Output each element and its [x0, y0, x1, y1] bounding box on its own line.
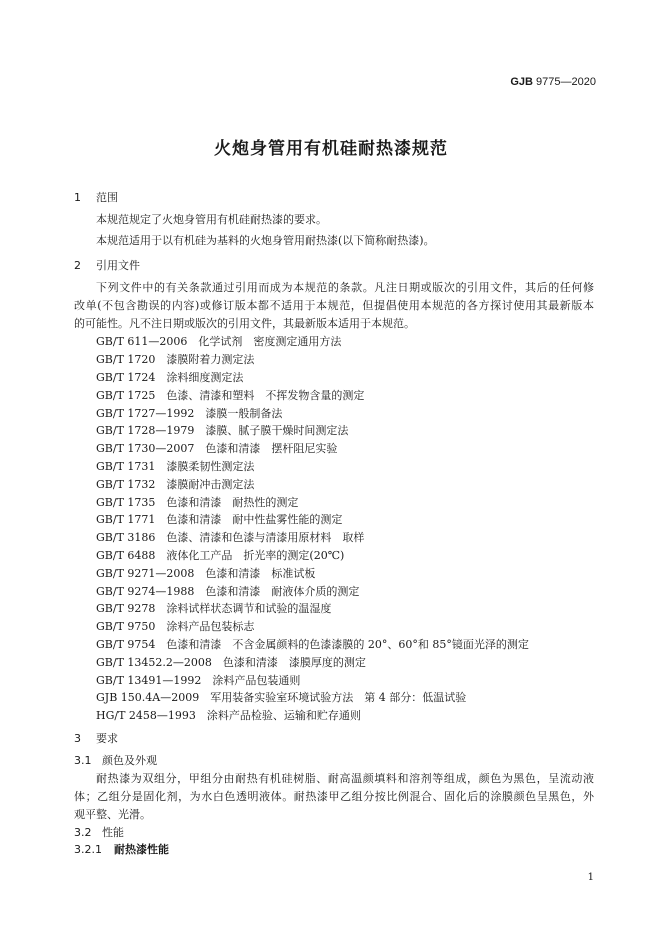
subsection-number: 3.2.1	[74, 843, 102, 856]
appearance-paragraph-line: 耐热漆为双组分，甲组分由耐热有机硅树脂、耐高温颜填料和溶剂等组成，颜色为黑色，呈流动液	[96, 772, 594, 785]
references-intro-line: 的可能性。凡不注日期或版次的引用文件，其最新版本适用于本规范。	[74, 317, 415, 330]
subsection-number: 3.2	[74, 826, 92, 839]
reference-item: GB/T 9271—2008 色漆和清漆 标准试板	[96, 567, 316, 580]
reference-item: GB/T 9278 涂料试样状态调节和试验的温湿度	[96, 602, 332, 615]
section-3-heading	[74, 732, 118, 746]
standard-code	[510, 76, 596, 88]
reference-item: GB/T 9274—1988 色漆和清漆 耐液体介质的测定	[96, 585, 360, 598]
reference-item: GB/T 1730—2007 色漆和清漆 摆杆阻尼实验	[96, 442, 338, 455]
section-title: 要求	[96, 732, 118, 745]
section-1-heading	[74, 191, 118, 205]
subsection-3-2-1-heading	[74, 843, 169, 857]
reference-item: GB/T 1771 色漆和清漆 耐中性盐雾性能的测定	[96, 513, 343, 526]
subsection-title: 耐热漆性能	[114, 843, 169, 856]
scope-paragraph-1: 本规范规定了火炮身管用有机硅耐热漆的要求。	[96, 213, 327, 226]
reference-item: GB/T 1724 涂料细度测定法	[96, 371, 244, 384]
section-number: 2	[74, 259, 81, 272]
page-number: 1	[587, 872, 594, 883]
standard-prefix: GJB	[510, 76, 533, 88]
reference-item: GB/T 3186 色漆、清漆和色漆与清漆用原材料 取样	[96, 531, 365, 544]
subsection-title: 颜色及外观	[102, 754, 157, 767]
reference-item: GB/T 9754 色漆和清漆 不含金属颜料的色漆漆膜的 20°、60°和 85°镜面光泽的测定	[96, 638, 529, 651]
subsection-number: 3.1	[74, 754, 92, 767]
references-intro-line: 下列文件中的有关条款通过引用而成为本规范的条款。凡注日期或版次的引用文件，其后的任何修	[96, 281, 594, 294]
reference-item: GB/T 1728—1979 漆膜、腻子膜干燥时间测定法	[96, 424, 349, 437]
document-title: 火炮身管用有机硅耐热漆规范	[214, 139, 448, 159]
section-number: 3	[74, 732, 81, 745]
reference-item: GB/T 9750 涂料产品包装标志	[96, 620, 255, 633]
subsection-title: 性能	[102, 826, 124, 839]
appearance-paragraph-line: 观平整、光滑。	[74, 808, 151, 821]
references-intro-line: 改单(不包含勘误的内容)或修订版本都不适用于本规范，但提倡使用本规范的各方探讨使用其最新版本	[74, 299, 594, 312]
reference-item: GB/T 1720 漆膜附着力测定法	[96, 353, 255, 366]
appearance-paragraph-line: 体；乙组分是固化剂，为水白色透明液体。耐热漆甲乙组分按比例混合、固化后的涂膜颜色呈黑色，外	[74, 790, 594, 803]
reference-item: GB/T 1727—1992 漆膜一般制备法	[96, 407, 283, 420]
section-2-heading	[74, 259, 140, 273]
section-title: 范围	[96, 191, 118, 204]
standard-number: 9775—2020	[536, 76, 596, 88]
subsection-3-2-heading	[74, 826, 124, 840]
reference-item: GJB 150.4A—2009 军用装备实验室环境试验方法 第 4 部分：低温试验	[96, 691, 467, 704]
reference-item: GB/T 6488 液体化工产品 折光率的测定(20℃)	[96, 549, 345, 562]
section-number: 1	[74, 191, 81, 204]
reference-item: GB/T 13491—1992 涂料产品包装通则	[96, 674, 301, 687]
reference-item: GB/T 1731 漆膜柔韧性测定法	[96, 460, 255, 473]
reference-item: GB/T 1725 色漆、清漆和塑料 不挥发物含量的测定	[96, 389, 365, 402]
reference-item: GB/T 13452.2—2008 色漆和清漆 漆膜厚度的测定	[96, 656, 366, 669]
reference-item: GB/T 611—2006 化学试剂 密度测定通用方法	[96, 335, 342, 348]
scope-paragraph-2: 本规范适用于以有机硅为基料的火炮身管用耐热漆(以下简称耐热漆)。	[96, 234, 435, 247]
reference-item: GB/T 1735 色漆和清漆 耐热性的测定	[96, 496, 299, 509]
subsection-3-1-heading	[74, 754, 157, 768]
reference-item: HG/T 2458—1993 涂料产品检验、运输和贮存通则	[96, 709, 361, 722]
section-title: 引用文件	[96, 259, 140, 272]
reference-item: GB/T 1732 漆膜耐冲击测定法	[96, 478, 255, 491]
